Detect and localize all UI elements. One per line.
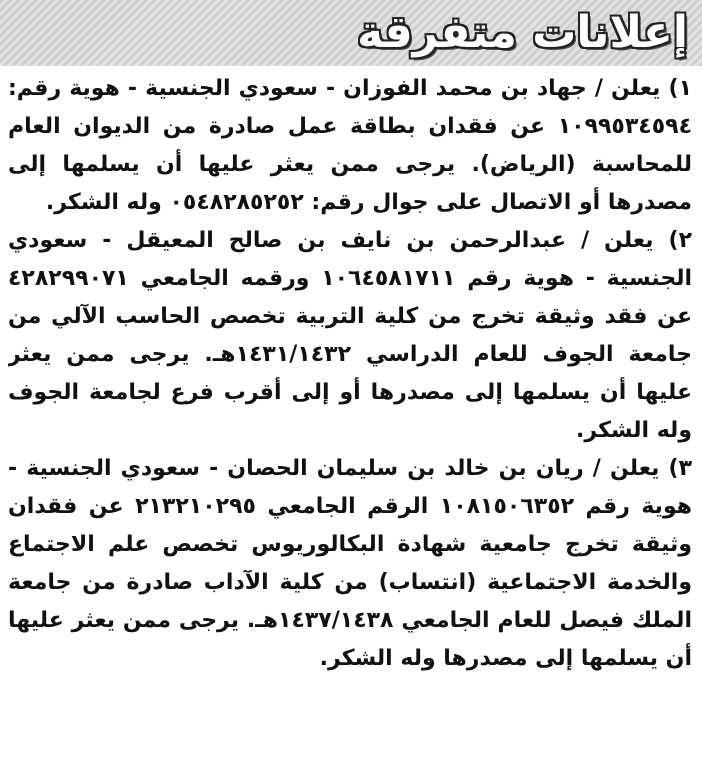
notices-column	[8, 70, 692, 776]
notice-1: ١) يعلن / جهاد بن محمد الفوزان - سعودي الجنسية - هوية رقم: ١٠٩٩٥٣٤٥٩٤ عن فقدان بطاقة عمل صادرة من الديوان العام للمحاسبة (الرياض). يرجى ممن يعثر عليها أن يسلمها إلى مصدرها أو الاتصال على جوال رقم: ٠٥٤٨٢٨٥٢٥٢ وله الشكر.	[8, 76, 692, 215]
notice-2: ٢) يعلن / عبدالرحمن بن نايف بن صالح المعيقل - سعودي الجنسية - هوية رقم ١٠٦٤٥٨١٧١١ ورقمه الجامعي ٤٢٨٢٩٩٠٧١ عن فقد وثيقة تخرج من كلية التربية تخصص الحاسب الآلي من جامعة الجوف للعام الدراسي ١٤٣١/١٤٣٢هـ. يرجى ممن يعثر عليها أن يسلمها إلى مصدرها أو إلى أقرب فرع لجامعة الجوف وله الشكر.	[8, 228, 692, 443]
section-header	[0, 0, 702, 66]
notice-3: ٣) يعلن / ريان بن خالد بن سليمان الحصان - سعودي الجنسية - هوية رقم ١٠٨١٥٠٦٣٥٢ الرقم الجامعي ٢١٣٢١٠٢٩٥ عن فقدان وثيقة تخرج جامعية شهادة البكالوريوس تخصص علم الاجتماع والخدمة الاجتماعية (انتساب) من كلية الآداب صادرة من جامعة الملك فيصل للعام الجامعي ١٤٣٧/١٤٣٨هـ. يرجى ممن يعثر عليها أن يسلمها إلى مصدرها وله الشكر.	[8, 456, 692, 671]
section-title: إعلانات متفرقة	[357, 7, 688, 58]
